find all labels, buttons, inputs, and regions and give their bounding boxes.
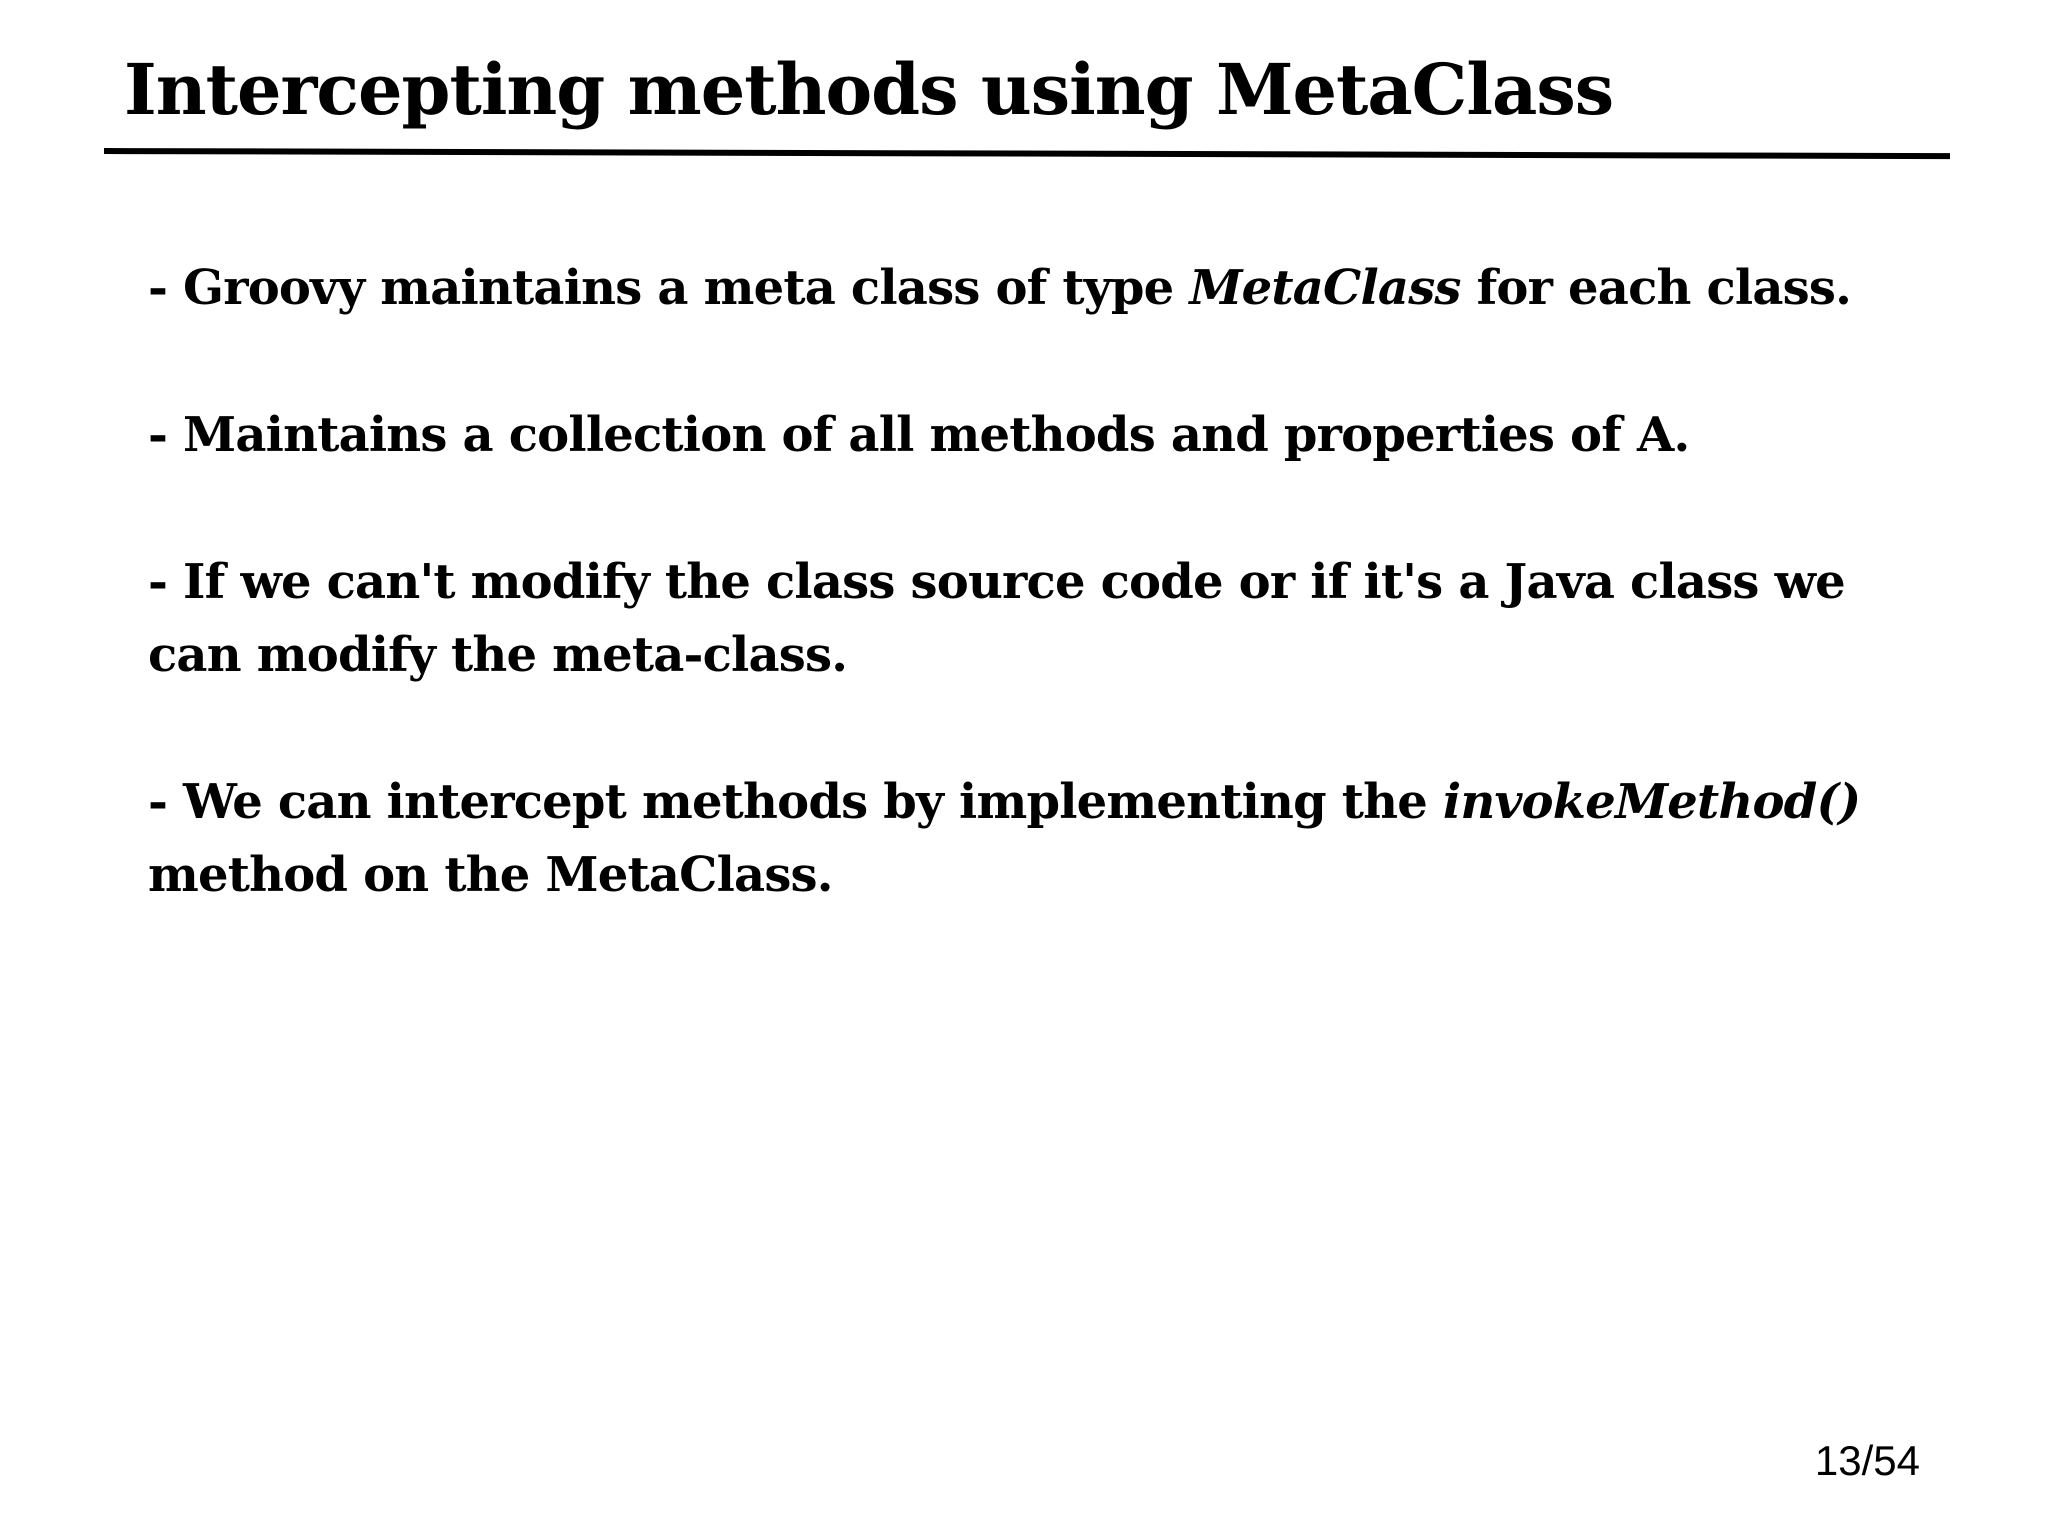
- title-underline: [104, 148, 1950, 159]
- bullet-modify-metaclass: - If we can't modify the class source code or if it's a Java class we can modify the meta-class.: [148, 554, 1845, 683]
- bullet-text: - Groovy maintains a meta class of type: [148, 260, 1190, 316]
- slide-title: Intercepting methods using MetaClass: [124, 48, 1614, 131]
- page-number: 13/54: [1814, 1437, 1920, 1484]
- emphasis-invokemethod: invokeMethod(): [1442, 774, 1861, 830]
- bullet-list: [148, 252, 1868, 986]
- bullet-metaclass-per-class: [148, 252, 1868, 325]
- bullet-text-end: method on the MetaClass.: [148, 847, 833, 903]
- bullet-text: - We can intercept methods by implementing the: [148, 774, 1443, 830]
- bullet-text-end: for each class.: [1460, 260, 1852, 316]
- emphasis-metaclass: MetaClass: [1189, 260, 1461, 316]
- bullet-invoke-method: [148, 766, 1868, 912]
- bullet-methods-properties: - Maintains a collection of all methods and properties of A.: [148, 407, 1690, 463]
